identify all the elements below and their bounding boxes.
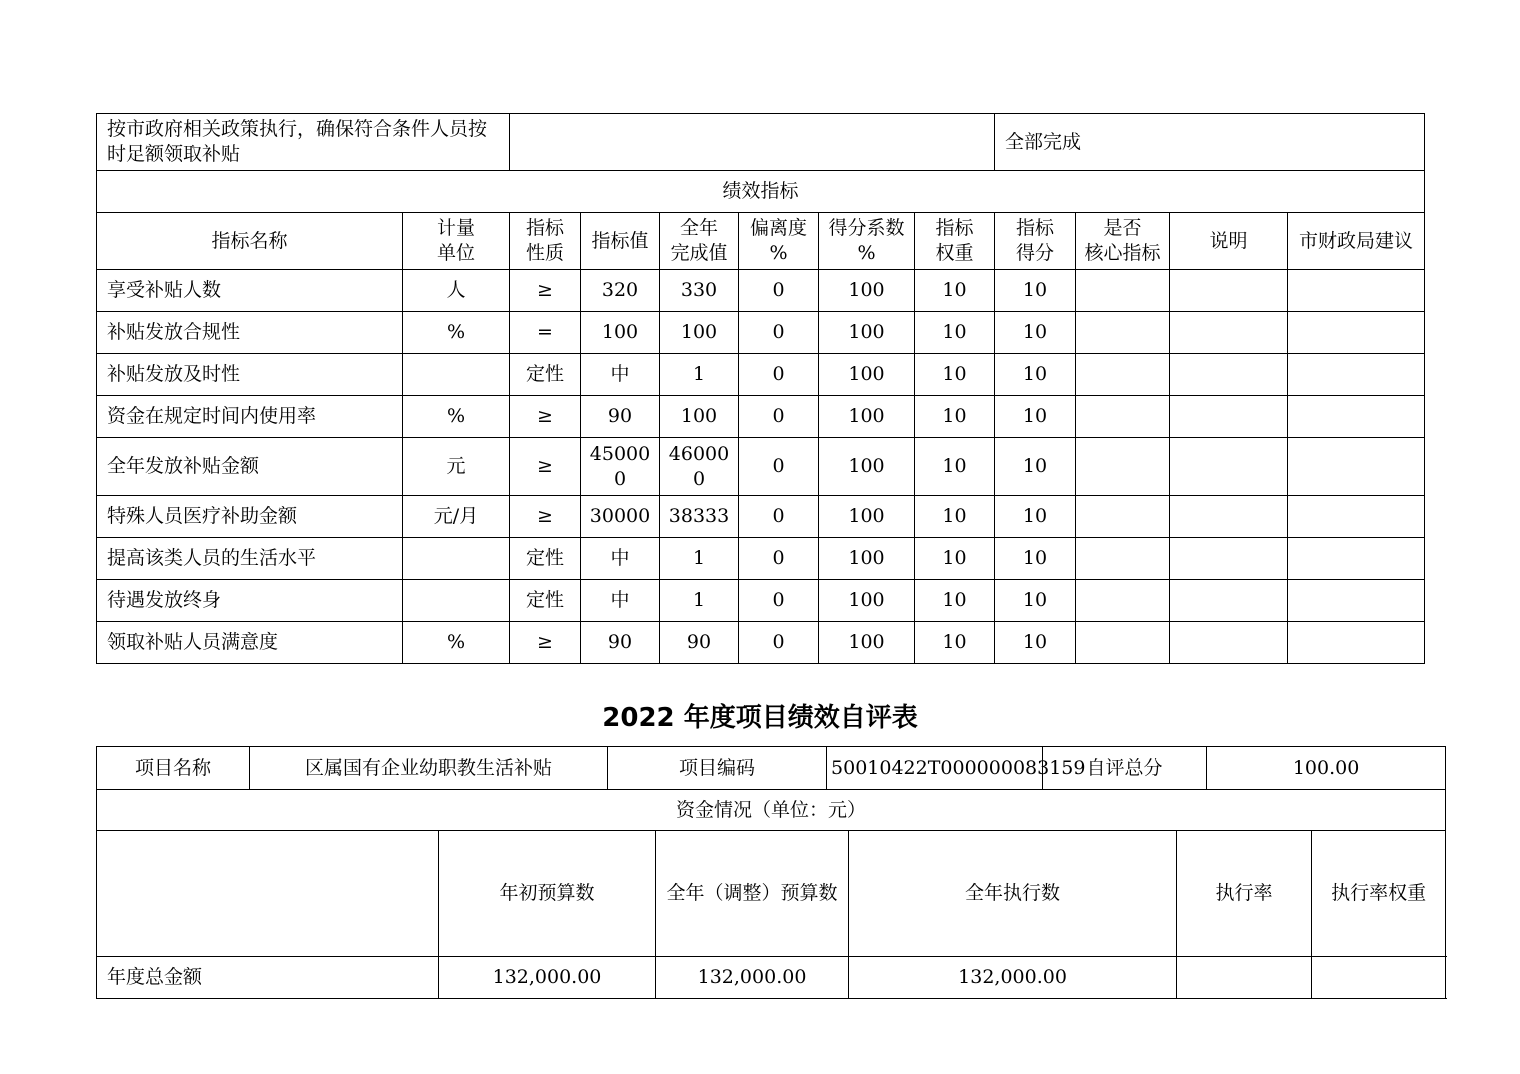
goal-text: 按市政府相关政策执行，确保符合条件人员按时足额领取补贴 xyxy=(97,114,510,171)
indicator-score: 10 xyxy=(995,538,1076,580)
indicator-advice xyxy=(1288,438,1425,496)
indicator-core xyxy=(1076,538,1170,580)
header-actual xyxy=(660,213,739,270)
indicator-advice xyxy=(1288,580,1425,622)
indicator-header-row xyxy=(97,213,1425,270)
indicator-unit: 元/月 xyxy=(403,496,510,538)
indicator-core xyxy=(1076,622,1170,664)
indicator-weight: 10 xyxy=(915,354,995,396)
indicator-deviation: 0 xyxy=(739,438,819,496)
indicator-score: 10 xyxy=(995,438,1076,496)
indicator-actual: 460000 xyxy=(660,438,739,496)
indicator-deviation: 0 xyxy=(739,538,819,580)
indicator-section-title: 绩效指标 xyxy=(97,171,1425,213)
indicator-core xyxy=(1076,438,1170,496)
indicator-name: 补贴发放及时性 xyxy=(97,354,403,396)
funds-row xyxy=(97,957,1446,999)
indicator-note xyxy=(1170,438,1288,496)
indicator-nature: ≥ xyxy=(510,270,581,312)
funds-header-adjusted: 全年（调整）预算数 xyxy=(656,831,849,957)
funds-rate xyxy=(1177,957,1312,999)
indicator-advice xyxy=(1288,312,1425,354)
funds-initial-budget: 132,000.00 xyxy=(439,957,656,999)
header-line: 是否 xyxy=(1103,217,1142,239)
indicator-score: 10 xyxy=(995,580,1076,622)
indicator-score: 10 xyxy=(995,270,1076,312)
indicator-unit xyxy=(403,354,510,396)
indicator-coefficient: 100 xyxy=(819,496,915,538)
funds-row-label: 年度总金额 xyxy=(97,957,439,999)
indicator-core xyxy=(1076,496,1170,538)
funds-header-rate: 执行率 xyxy=(1177,831,1312,957)
indicator-row xyxy=(97,496,1425,538)
header-coefficient xyxy=(819,213,915,270)
header-core xyxy=(1076,213,1170,270)
indicator-note xyxy=(1170,538,1288,580)
indicator-coefficient: 100 xyxy=(819,438,915,496)
header-indicator-name xyxy=(97,213,403,270)
indicator-weight: 10 xyxy=(915,312,995,354)
indicator-name: 享受补贴人数 xyxy=(97,270,403,312)
funds-header-initial: 年初预算数 xyxy=(439,831,656,957)
indicator-nature: ≥ xyxy=(510,438,581,496)
indicator-name: 领取补贴人员满意度 xyxy=(97,622,403,664)
section-title-row xyxy=(97,171,1425,213)
header-score xyxy=(995,213,1076,270)
indicator-deviation: 0 xyxy=(739,496,819,538)
indicator-note xyxy=(1170,580,1288,622)
header-deviation xyxy=(739,213,819,270)
indicator-weight: 10 xyxy=(915,496,995,538)
header-weight xyxy=(915,213,995,270)
indicator-advice xyxy=(1288,622,1425,664)
indicator-row xyxy=(97,354,1425,396)
header-line: 计量 xyxy=(437,217,476,239)
funds-adjusted-budget: 132,000.00 xyxy=(656,957,849,999)
indicator-deviation: 0 xyxy=(739,580,819,622)
indicator-deviation: 0 xyxy=(739,396,819,438)
indicator-coefficient: 100 xyxy=(819,396,915,438)
goal-blank-cell xyxy=(510,114,995,171)
indicator-target: 450000 xyxy=(581,438,660,496)
header-line: % xyxy=(769,242,788,264)
funds-title-row xyxy=(97,790,1446,831)
indicator-score: 10 xyxy=(995,622,1076,664)
project-code: 50010422T000000083159 xyxy=(827,747,1043,790)
indicator-unit: % xyxy=(403,312,510,354)
page-title: 2022 年度项目绩效自评表 xyxy=(602,703,918,733)
indicator-coefficient: 100 xyxy=(819,312,915,354)
indicator-score: 10 xyxy=(995,496,1076,538)
indicator-advice xyxy=(1288,270,1425,312)
header-advice xyxy=(1288,213,1425,270)
indicator-actual: 38333 xyxy=(660,496,739,538)
header-line: 权重 xyxy=(935,242,974,264)
indicator-name: 补贴发放合规性 xyxy=(97,312,403,354)
indicator-row xyxy=(97,270,1425,312)
indicator-target: 中 xyxy=(581,354,660,396)
self-evaluation-table xyxy=(96,746,1446,999)
indicator-weight: 10 xyxy=(915,622,995,664)
header-line: 核心指标 xyxy=(1084,242,1161,264)
indicator-row xyxy=(97,580,1425,622)
indicator-unit xyxy=(403,538,510,580)
indicator-name: 待遇发放终身 xyxy=(97,580,403,622)
funds-header-rate-weight: 执行率权重 xyxy=(1312,831,1446,957)
indicator-note xyxy=(1170,270,1288,312)
indicator-deviation: 0 xyxy=(739,622,819,664)
indicator-note xyxy=(1170,496,1288,538)
header-line: 指标 xyxy=(935,217,974,239)
project-name-label: 项目名称 xyxy=(97,747,250,790)
header-line: 得分 xyxy=(1016,242,1055,264)
indicator-unit: 元 xyxy=(403,438,510,496)
goal-status: 全部完成 xyxy=(995,114,1425,171)
indicator-unit: % xyxy=(403,622,510,664)
indicator-row xyxy=(97,538,1425,580)
header-line: 市财政局建议 xyxy=(1299,229,1414,252)
header-line: 指标名称 xyxy=(211,229,288,252)
indicator-core xyxy=(1076,270,1170,312)
indicator-deviation: 0 xyxy=(739,270,819,312)
indicator-advice xyxy=(1288,538,1425,580)
indicator-actual: 330 xyxy=(660,270,739,312)
header-unit xyxy=(403,213,510,270)
indicator-target: 90 xyxy=(581,622,660,664)
indicator-actual: 100 xyxy=(660,396,739,438)
indicator-note xyxy=(1170,312,1288,354)
indicator-nature: 定性 xyxy=(510,538,581,580)
indicator-target: 100 xyxy=(581,312,660,354)
indicator-note xyxy=(1170,396,1288,438)
indicator-actual: 100 xyxy=(660,312,739,354)
project-info-row xyxy=(97,747,1446,790)
header-line: 指标值 xyxy=(591,229,649,252)
indicator-core xyxy=(1076,312,1170,354)
indicator-note xyxy=(1170,354,1288,396)
indicator-actual: 1 xyxy=(660,538,739,580)
indicator-advice xyxy=(1288,354,1425,396)
indicator-actual: 90 xyxy=(660,622,739,664)
header-line: 单位 xyxy=(437,242,476,264)
indicator-coefficient: 100 xyxy=(819,622,915,664)
indicator-coefficient: 100 xyxy=(819,354,915,396)
header-line: 指标 xyxy=(1016,217,1055,239)
indicator-weight: 10 xyxy=(915,396,995,438)
indicator-weight: 10 xyxy=(915,270,995,312)
indicator-nature: 定性 xyxy=(510,354,581,396)
indicator-name: 提高该类人员的生活水平 xyxy=(97,538,403,580)
header-line: 指标 xyxy=(526,217,565,239)
indicator-target: 320 xyxy=(581,270,660,312)
indicator-coefficient: 100 xyxy=(819,580,915,622)
indicator-target: 中 xyxy=(581,538,660,580)
indicator-name: 全年发放补贴金额 xyxy=(97,438,403,496)
header-line: 偏离度 xyxy=(750,217,808,239)
total-score: 100.00 xyxy=(1207,747,1446,790)
funds-executed: 132,000.00 xyxy=(849,957,1177,999)
indicator-score: 10 xyxy=(995,354,1076,396)
indicator-weight: 10 xyxy=(915,538,995,580)
header-line: 得分系数 xyxy=(828,217,905,239)
indicator-advice xyxy=(1288,496,1425,538)
indicator-unit xyxy=(403,580,510,622)
indicator-nature: ≥ xyxy=(510,622,581,664)
indicator-deviation: 0 xyxy=(739,354,819,396)
indicator-nature: 定性 xyxy=(510,580,581,622)
funds-rate-weight xyxy=(1312,957,1446,999)
indicator-actual: 1 xyxy=(660,580,739,622)
indicator-nature: ≥ xyxy=(510,396,581,438)
header-line: 完成值 xyxy=(670,242,728,264)
indicator-name: 资金在规定时间内使用率 xyxy=(97,396,403,438)
indicator-row xyxy=(97,622,1425,664)
indicator-target: 30000 xyxy=(581,496,660,538)
indicator-unit: % xyxy=(403,396,510,438)
indicator-core xyxy=(1076,396,1170,438)
header-line: 全年 xyxy=(680,217,719,239)
indicator-core xyxy=(1076,354,1170,396)
indicator-row xyxy=(97,396,1425,438)
indicator-core xyxy=(1076,580,1170,622)
indicator-weight: 10 xyxy=(915,580,995,622)
indicator-target: 中 xyxy=(581,580,660,622)
funds-title: 资金情况（单位：元） xyxy=(97,790,1446,831)
indicator-coefficient: 100 xyxy=(819,538,915,580)
project-name: 区属国有企业幼职教生活补贴 xyxy=(250,747,608,790)
performance-indicator-table xyxy=(96,113,1425,664)
indicator-deviation: 0 xyxy=(739,312,819,354)
indicator-nature: = xyxy=(510,312,581,354)
header-nature xyxy=(510,213,581,270)
indicator-name: 特殊人员医疗补助金额 xyxy=(97,496,403,538)
indicator-note xyxy=(1170,622,1288,664)
indicator-row xyxy=(97,438,1425,496)
indicator-nature: ≥ xyxy=(510,496,581,538)
total-score-label: 自评总分 xyxy=(1043,747,1207,790)
indicator-score: 10 xyxy=(995,396,1076,438)
goal-row xyxy=(97,114,1425,171)
header-note xyxy=(1170,213,1288,270)
funds-header-row xyxy=(97,831,1446,957)
funds-header-blank xyxy=(97,831,439,957)
indicator-unit: 人 xyxy=(403,270,510,312)
header-line: 说明 xyxy=(1209,229,1248,252)
indicator-row xyxy=(97,312,1425,354)
indicator-score: 10 xyxy=(995,312,1076,354)
indicator-actual: 1 xyxy=(660,354,739,396)
funds-header-executed: 全年执行数 xyxy=(849,831,1177,957)
indicator-weight: 10 xyxy=(915,438,995,496)
indicator-advice xyxy=(1288,396,1425,438)
indicator-target: 90 xyxy=(581,396,660,438)
header-line: % xyxy=(857,242,876,264)
project-code-label: 项目编码 xyxy=(608,747,827,790)
header-target xyxy=(581,213,660,270)
indicator-coefficient: 100 xyxy=(819,270,915,312)
header-line: 性质 xyxy=(526,242,565,264)
